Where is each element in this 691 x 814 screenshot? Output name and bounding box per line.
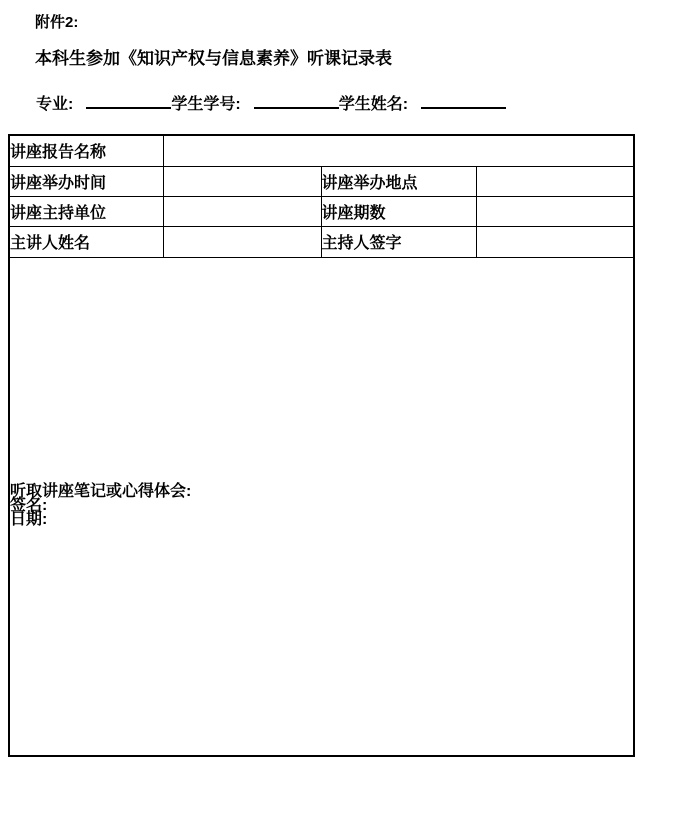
speaker-name-label: 主讲人姓名 [9, 226, 163, 257]
major-label: 专业: [36, 96, 74, 113]
lecture-title-label: 讲座报告名称 [9, 135, 163, 166]
signature-label: 签名: [10, 497, 48, 515]
date-label: 日期: [10, 511, 48, 529]
host-signature-input-cell[interactable] [476, 226, 634, 257]
lecture-location-label: 讲座举办地点 [321, 166, 476, 196]
notes-cell[interactable] [9, 257, 634, 756]
document-title: 本科生参加《知识产权与信息素养》听课记录表 [35, 49, 392, 68]
table-row [9, 226, 634, 257]
table-row [9, 166, 634, 196]
speaker-name-input-cell[interactable] [163, 226, 321, 257]
student-info-line [36, 93, 506, 115]
host-unit-label: 讲座主持单位 [9, 196, 163, 226]
lecture-record-table [8, 134, 635, 757]
student-name-label: 学生姓名: [338, 96, 409, 113]
table-row [9, 196, 634, 226]
host-unit-input-cell[interactable] [163, 196, 321, 226]
student-id-blank-field[interactable] [254, 93, 339, 109]
session-number-input-cell[interactable] [476, 196, 634, 226]
major-blank-field[interactable] [86, 93, 171, 109]
table-row [9, 135, 634, 166]
session-number-label: 讲座期数 [321, 196, 476, 226]
attachment-label: 附件2: [35, 14, 79, 31]
lecture-time-input-cell[interactable] [163, 166, 321, 196]
table-row [9, 257, 634, 756]
lecture-title-input-cell[interactable] [163, 135, 634, 166]
lecture-location-input-cell[interactable] [476, 166, 634, 196]
lecture-time-label: 讲座举办时间 [9, 166, 163, 196]
host-signature-label: 主持人签字 [321, 226, 476, 257]
student-id-label: 学生学号: [171, 96, 241, 113]
notes-heading: 听取讲座笔记或心得体会: [10, 483, 192, 501]
student-name-blank-field[interactable] [421, 93, 506, 109]
